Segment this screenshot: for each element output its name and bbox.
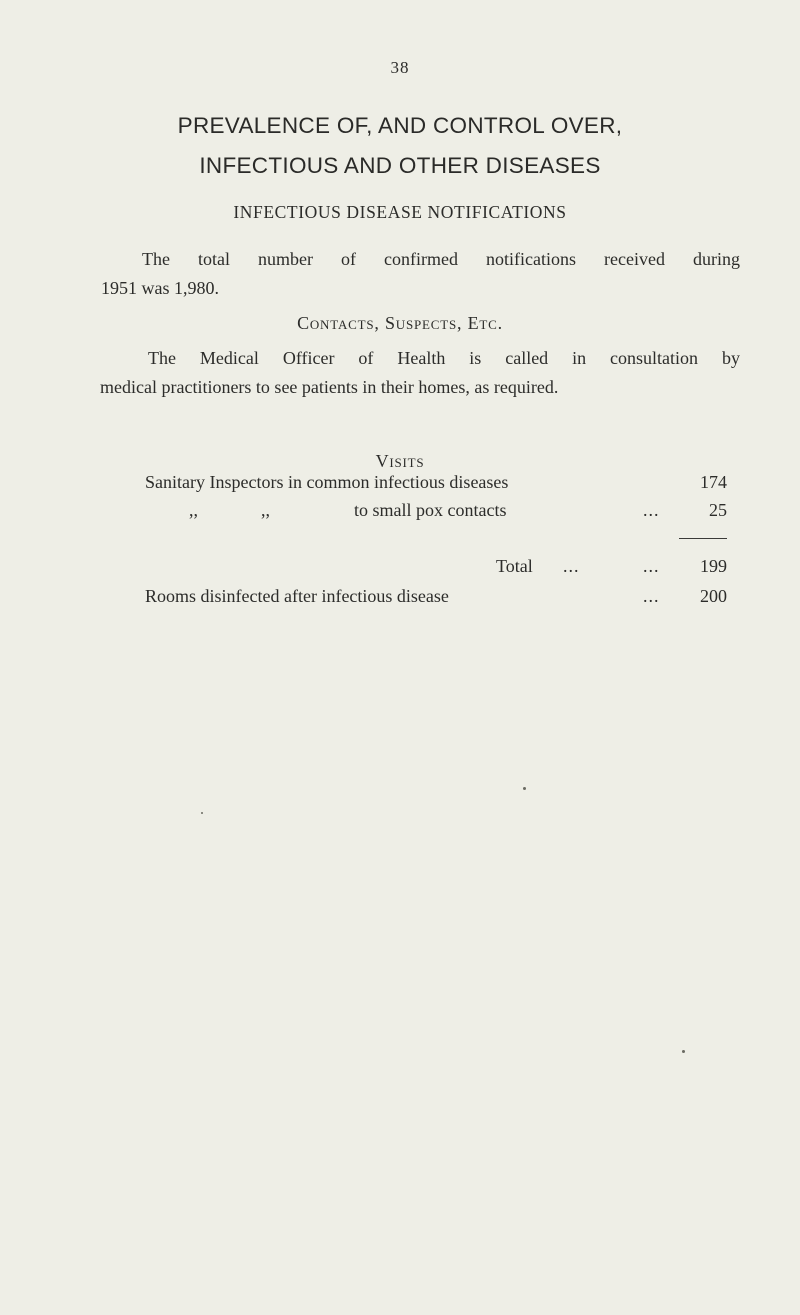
leader-dots: ... [643, 556, 660, 576]
notifications-paragraph [101, 245, 740, 303]
leader-dots: ... [643, 500, 660, 520]
title-line-2: INFECTIOUS AND OTHER DISEASES [199, 153, 601, 178]
contacts-heading: Contacts, Suspects, Etc. [297, 313, 503, 333]
row-value: 200 [700, 586, 727, 606]
row-label: to small pox contacts [354, 500, 507, 520]
paper-speck [682, 1050, 685, 1053]
page-title [80, 106, 720, 186]
consultation-paragraph [101, 344, 740, 402]
visits-row-common-diseases [145, 467, 727, 497]
notifications-line-1: The total number of confirmed notifications received during [142, 249, 740, 269]
total-rule [679, 538, 727, 539]
row-label: Rooms disinfected after infectious disease [145, 586, 449, 606]
visits-row-small-pox [145, 495, 727, 525]
row-value: 25 [709, 500, 727, 520]
total-label: Total [496, 556, 533, 576]
consultation-line-1: The Medical Officer of Health is called in consultation by [148, 348, 740, 368]
visits-heading: Visits [375, 451, 425, 471]
total-value: 199 [700, 556, 727, 576]
ditto-mark: ,, [189, 500, 198, 520]
notifications-line-2: 1951 was 1,980. [101, 278, 219, 298]
row-value: 174 [700, 472, 727, 492]
title-line-1: PREVALENCE OF, AND CONTROL OVER, [177, 113, 623, 138]
section-heading: INFECTIOUS DISEASE NOTIFICATIONS [233, 202, 567, 222]
page-number: 38 [390, 58, 410, 77]
paper-speck [201, 812, 203, 814]
leader-dots: ... [643, 586, 660, 606]
ditto-mark: ,, [261, 500, 270, 520]
leader-dots: ... [563, 556, 580, 576]
rooms-disinfected-row [145, 581, 727, 611]
consultation-line-2: medical practitioners to see patients in their homes, as required. [100, 377, 559, 397]
visits-total-row [145, 551, 727, 581]
row-label: Sanitary Inspectors in common infectious diseases [145, 472, 509, 492]
paper-speck [523, 787, 526, 790]
